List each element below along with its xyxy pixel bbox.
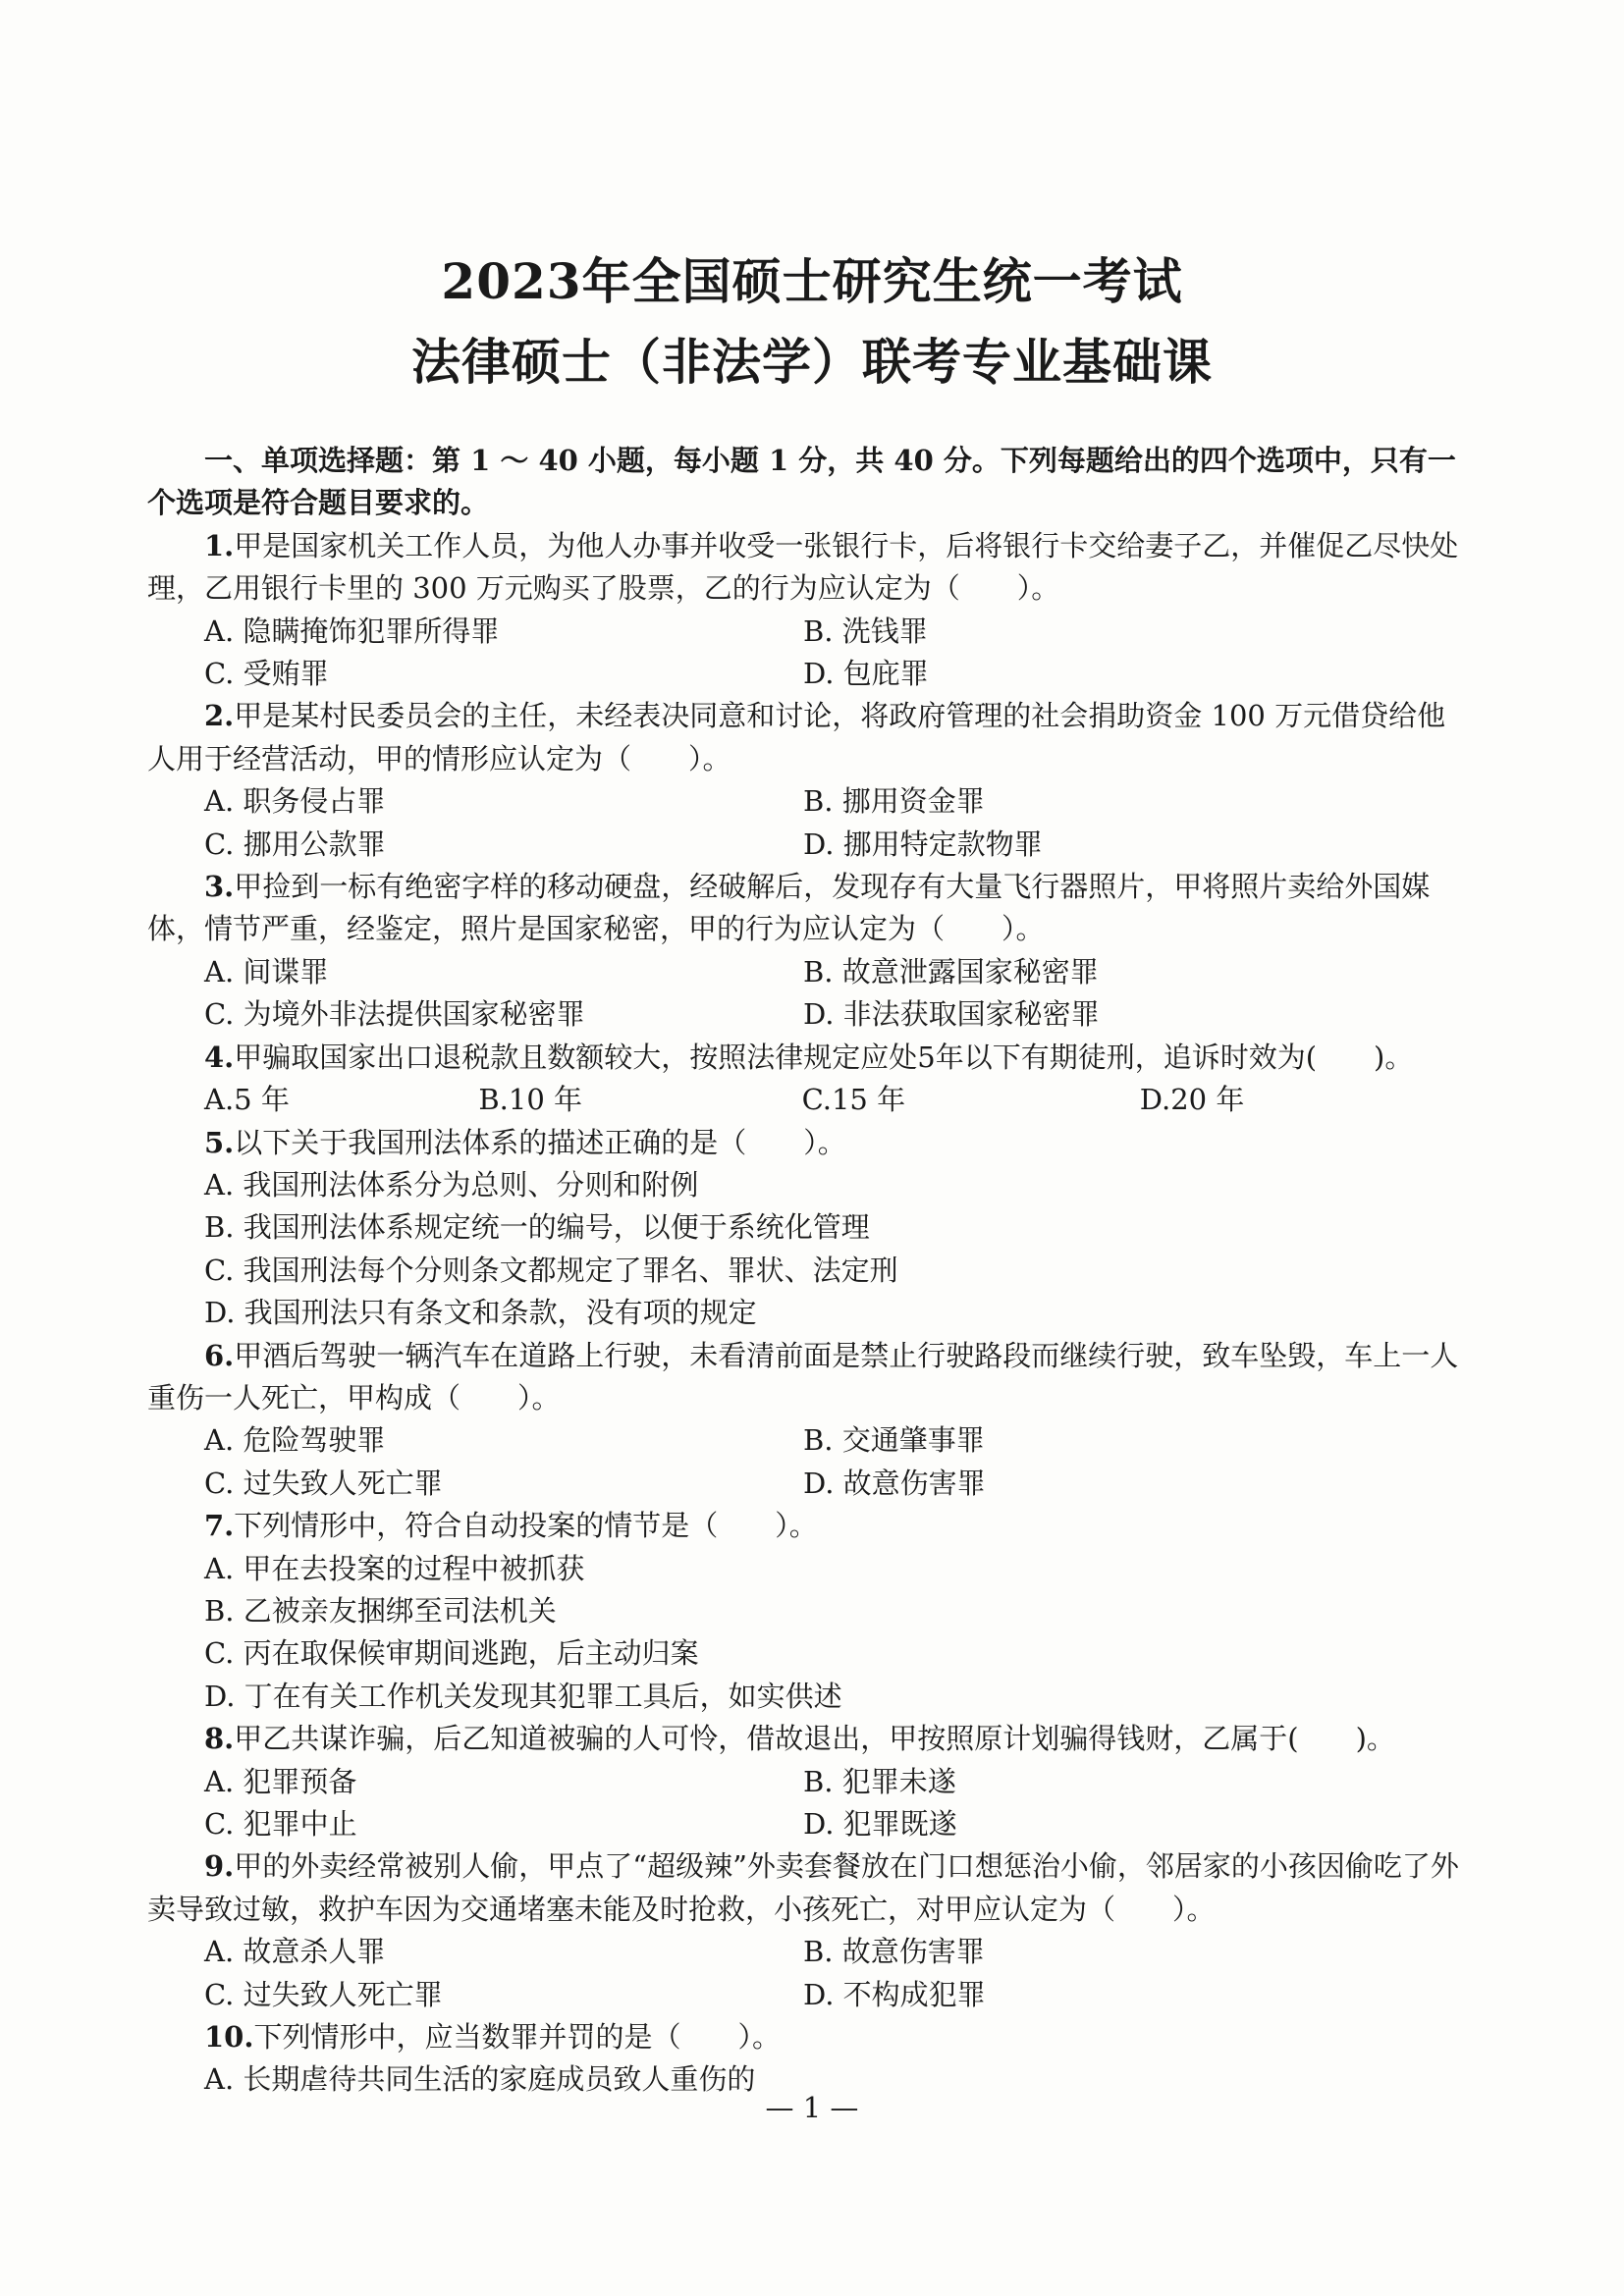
question-8-stem — [147, 1718, 1463, 1760]
option-c: C. 丙在取保候审期间逃跑，后主动归案 — [204, 1636, 699, 1671]
question-8-options — [147, 1803, 1463, 1845]
title-line-1: 2023年全国硕士研究生统一考试 — [441, 252, 1183, 310]
question-text: 甲捡到一标有绝密字样的移动硬盘，经破解后，发现存有大量飞行器照片，甲将照片卖给外国媒体，情节严重，经鉴定，照片是国家秘密，甲的行为应认定为（ ）。 — [147, 870, 1431, 946]
option-c: C.15 年 — [801, 1083, 906, 1117]
question-7-stem — [147, 1505, 1463, 1547]
option-a: A. 我国刑法体系分为总则、分则和附例 — [204, 1167, 699, 1201]
exam-content — [147, 440, 1463, 2102]
option-b: B. 洗钱罪 — [803, 614, 928, 648]
question-3-options — [147, 993, 1463, 1036]
title-line-2: 法律硕士（非法学）联考专业基础课 — [411, 333, 1213, 391]
option-c: C. 为境外非法提供国家秘密罪 — [204, 997, 585, 1032]
question-1-stem — [147, 525, 1463, 611]
option-c: C. 过失致人死亡罪 — [204, 1466, 443, 1500]
option-a: A. 故意杀人罪 — [204, 1935, 386, 1969]
question-9-options — [147, 1974, 1463, 2016]
exam-title — [0, 241, 1624, 402]
option-a: A. 犯罪预备 — [204, 1764, 357, 1798]
question-4-stem — [147, 1037, 1463, 1079]
option-b: B. 交通肇事罪 — [803, 1423, 985, 1458]
question-3-stem — [147, 866, 1463, 951]
question-text: 甲的外卖经常被别人偷，甲点了“超级辣”外卖套餐放在门口想惩治小偷，邻居家的小孩因偷吃了外卖导致过敏，救护车因为交通堵塞未能及时抢救，小孩死亡，对甲应认定为（ ）。 — [147, 1849, 1459, 1926]
option-d: D.20 年 — [1139, 1083, 1245, 1117]
question-2-options — [147, 824, 1463, 866]
question-number: 7. — [204, 1509, 235, 1543]
question-4-options — [147, 1079, 1463, 1121]
question-10-stem — [147, 2016, 1463, 2058]
question-number: 9. — [204, 1849, 235, 1884]
question-3-options — [147, 951, 1463, 993]
option-a: A. 职务侵占罪 — [204, 784, 386, 819]
option-d: D. 犯罪既遂 — [803, 1807, 957, 1841]
option-b: B.10 年 — [478, 1083, 582, 1117]
question-text: 甲酒后驾驶一辆汽车在道路上行驶，未看清前面是禁止行驶路段而继续行驶，致车坠毁，车上一人重伤一人死亡，甲构成（ ）。 — [147, 1338, 1459, 1415]
question-1-options — [147, 653, 1463, 695]
option-a: A. 长期虐待共同生活的家庭成员致人重伤的 — [204, 2062, 756, 2097]
option-b: B. 犯罪未遂 — [803, 1764, 956, 1798]
option-c: C. 受贿罪 — [204, 657, 329, 691]
question-number: 2. — [204, 699, 235, 733]
page-number: — 1 — — [765, 2091, 859, 2124]
question-number: 8. — [204, 1722, 235, 1756]
option-c: C. 过失致人死亡罪 — [204, 1977, 443, 2011]
option-b: B. 故意泄露国家秘密罪 — [803, 954, 1099, 988]
option-b: B. 挪用资金罪 — [803, 784, 985, 819]
option-c: C. 犯罪中止 — [204, 1807, 357, 1841]
option-a: A.5 年 — [204, 1083, 290, 1117]
option-d: D. 不构成犯罪 — [803, 1977, 986, 2011]
question-text: 甲是国家机关工作人员，为他人办事并收受一张银行卡，后将银行卡交给妻子乙，并催促乙尽快处理，乙用银行卡里的 300 万元购买了股票，乙的行为应认定为（ ）。 — [147, 528, 1459, 606]
question-number: 6. — [204, 1338, 235, 1372]
question-6-options — [147, 1463, 1463, 1505]
question-number: 10. — [204, 2020, 254, 2055]
question-8-options — [147, 1761, 1463, 1803]
question-2-options — [147, 780, 1463, 823]
question-number: 3. — [204, 870, 235, 904]
question-9-options — [147, 1931, 1463, 1973]
option-a: A. 间谍罪 — [204, 954, 329, 988]
option-a: A. 甲在去投案的过程中被抓获 — [204, 1551, 585, 1585]
question-text: 甲乙共谋诈骗，后乙知道被骗的人可怜，借故退出，甲按照原计划骗得钱财，乙属于( )。 — [234, 1722, 1395, 1756]
option-d: D. 非法获取国家秘密罪 — [803, 997, 1100, 1032]
option-d: D. 我国刑法只有条文和条款，没有项的规定 — [204, 1296, 757, 1330]
question-text: 下列情形中，应当数罪并罚的是（ ）。 — [253, 2020, 781, 2055]
question-2-stem — [147, 695, 1463, 780]
option-d: D. 故意伤害罪 — [803, 1466, 986, 1500]
question-number: 4. — [204, 1040, 235, 1074]
option-d: D. 丁在有关工作机关发现其犯罪工具后，如实供述 — [204, 1679, 842, 1713]
question-text: 下列情形中，符合自动投案的情节是（ ）。 — [234, 1509, 818, 1543]
question-number: 5. — [204, 1125, 235, 1159]
option-b: B. 乙被亲友捆绑至司法机关 — [204, 1593, 557, 1628]
question-number: 1. — [204, 528, 235, 562]
option-c: C. 挪用公款罪 — [204, 827, 386, 861]
question-1-options — [147, 611, 1463, 653]
section-instruction: 一、单项选择题：第 1 ～ 40 小题，每小题 1 分，共 40 分。下列每题给出的四个选项中，只有一个选项是符合题目要求的。 — [147, 444, 1456, 520]
option-a: A. 隐瞒掩饰犯罪所得罪 — [204, 614, 500, 648]
question-5-stem — [147, 1122, 1463, 1164]
option-b: B. 故意伤害罪 — [803, 1935, 985, 1969]
question-6-stem — [147, 1335, 1463, 1420]
question-text: 甲骗取国家出口退税款且数额较大，按照法律规定应处5年以下有期徒刑，追诉时效为( )。 — [234, 1040, 1414, 1074]
question-text: 甲是某村民委员会的主任，未经表决同意和讨论，将政府管理的社会捐助资金 100 万元借贷给他人用于经营活动，甲的情形应认定为（ ）。 — [147, 699, 1446, 775]
option-d: D. 挪用特定款物罪 — [803, 827, 1043, 861]
option-c: C. 我国刑法每个分则条文都规定了罪名、罪状、法定刑 — [204, 1253, 898, 1287]
option-a: A. 危险驾驶罪 — [204, 1423, 386, 1458]
question-9-stem — [147, 1845, 1463, 1931]
question-6-options — [147, 1419, 1463, 1462]
option-b: B. 我国刑法体系规定统一的编号，以便于系统化管理 — [204, 1210, 870, 1245]
question-text: 以下关于我国刑法体系的描述正确的是（ ）。 — [234, 1125, 846, 1159]
option-d: D. 包庇罪 — [803, 657, 929, 691]
